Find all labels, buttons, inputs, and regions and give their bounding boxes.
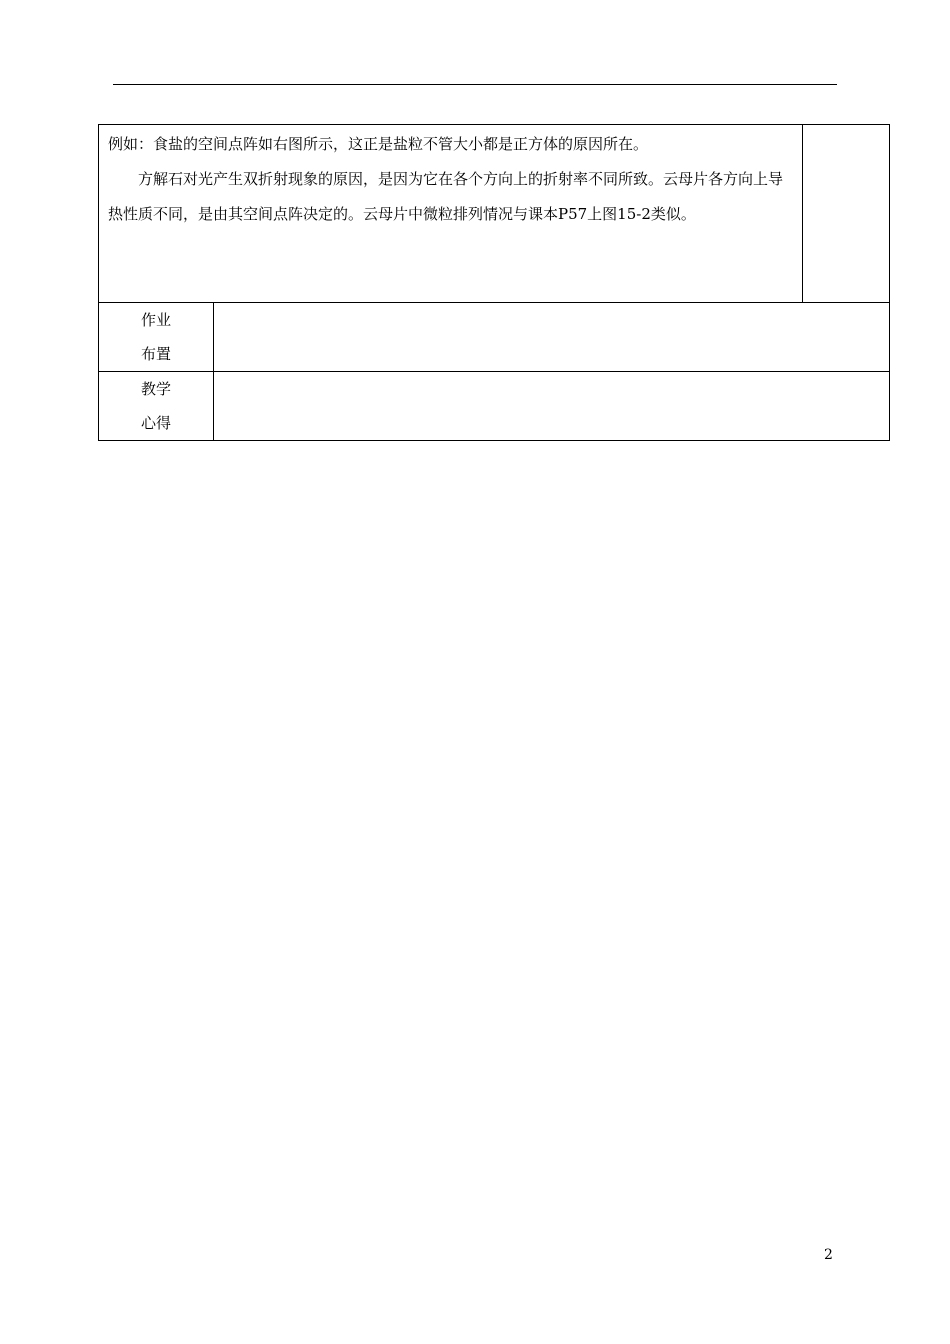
homework-label-line-2: 布置 — [140, 345, 171, 363]
homework-label — [99, 303, 214, 372]
page-number: 2 — [824, 1247, 833, 1263]
homework-value — [214, 303, 890, 372]
content-paragraph-1: 例如：食盐的空间点阵如右图所示，这正是盐粒不管大小都是正方体的原因所在。 — [108, 135, 649, 153]
content-paragraph-2: 方解石对光产生双折射现象的原因，是因为它在各个方向上的折射率不同所致。云母片各方向上导热性质不同，是由其空间点阵决定的。云母片中微粒排列情况与课本P57上图15-2类似。 — [108, 170, 784, 223]
content-cell — [99, 125, 803, 303]
homework-label-line-1: 作业 — [140, 311, 171, 329]
homework-row — [99, 303, 890, 372]
reflection-value — [214, 372, 890, 441]
reflection-label-line-2: 心得 — [140, 414, 171, 432]
lesson-table — [98, 124, 890, 441]
side-cell — [803, 125, 890, 303]
reflection-label-line-1: 教学 — [140, 380, 171, 398]
content-row — [99, 125, 890, 303]
reflection-label — [99, 372, 214, 441]
header-rule — [113, 84, 837, 85]
reflection-row — [99, 372, 890, 441]
